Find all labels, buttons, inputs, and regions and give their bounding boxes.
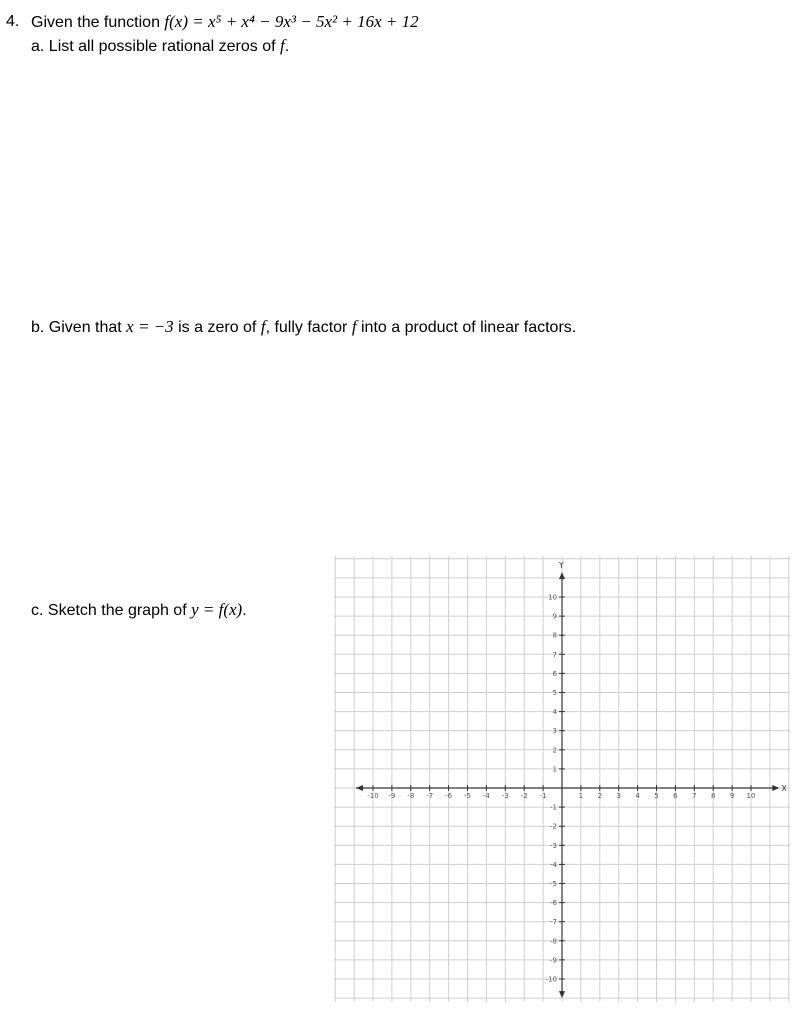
x-tick-label: -7	[426, 792, 434, 800]
y-tick-label: 7	[552, 650, 557, 659]
part-b-middle-2: , fully factor	[265, 319, 352, 336]
y-tick-label: 6	[552, 669, 557, 678]
x-tick-label: 2	[597, 792, 603, 800]
part-c-suffix: .	[242, 602, 247, 619]
part-a-suffix: .	[284, 38, 290, 55]
y-axis-arrow-up	[559, 572, 565, 579]
part-b-function-var-1: f	[260, 317, 266, 336]
x-tick-label: 6	[673, 792, 678, 800]
y-tick-label: -1	[550, 803, 557, 812]
part-b-prompt	[31, 317, 576, 338]
part-b-zero-expression: x = −3	[126, 317, 174, 336]
y-axis-arrow-down	[559, 991, 565, 998]
part-b-suffix: into a product of linear factors.	[356, 319, 577, 336]
y-tick-label: 10	[548, 593, 557, 602]
y-tick-label: -6	[550, 899, 557, 908]
x-tick-label: 10	[746, 792, 756, 800]
function-expression: f(x) = x⁵ + x⁴ − 9x³ − 5x² + 16x + 12	[164, 12, 419, 31]
y-tick-label: -7	[550, 918, 557, 927]
question-stem-text: Given the function	[31, 14, 165, 31]
x-tick-label: 5	[654, 792, 659, 800]
x-axis-label: X	[781, 784, 787, 793]
y-tick-label: -4	[550, 860, 557, 869]
y-tick-label: -9	[550, 956, 557, 965]
x-tick-label: -2	[520, 792, 528, 800]
part-a-function-var: f	[280, 36, 285, 55]
part-b-text: b. Given that	[31, 319, 127, 336]
x-tick-label: 7	[692, 792, 697, 800]
x-tick-label: -3	[501, 792, 509, 800]
x-tick-label: 8	[710, 792, 716, 800]
x-axis-arrow-left	[356, 785, 363, 791]
part-b-function-var-2: f	[351, 317, 357, 336]
x-tick-label: -5	[464, 792, 471, 800]
y-tick-label: -8	[550, 937, 557, 946]
y-tick-label: 4	[552, 708, 557, 717]
x-axis-arrow-right	[772, 785, 779, 791]
question-number: 4.	[6, 13, 20, 30]
y-tick-label: 3	[552, 727, 557, 736]
y-tick-label: 8	[552, 631, 557, 640]
y-tick-label: -3	[550, 841, 557, 850]
y-axis-label: Y	[559, 561, 564, 571]
part-c-text: c. Sketch the graph of	[31, 602, 192, 619]
y-tick-label: 9	[552, 612, 557, 621]
x-tick-label: -6	[445, 792, 453, 800]
x-tick-label: 9	[729, 792, 735, 800]
x-tick-label: -1	[539, 792, 547, 800]
y-tick-label: -5	[550, 880, 557, 888]
part-b-middle-1: is a zero of	[173, 319, 261, 336]
y-tick-label: 5	[552, 689, 557, 697]
y-tick-label: -10	[545, 975, 557, 984]
part-c-prompt	[31, 600, 247, 621]
x-tick-label: -9	[388, 792, 396, 800]
y-tick-label: -2	[550, 822, 557, 831]
x-tick-label: -10	[367, 792, 379, 800]
y-tick-label: 2	[552, 746, 557, 755]
x-tick-label: -4	[482, 792, 490, 800]
question-stem	[31, 12, 419, 33]
x-tick-label: 3	[616, 792, 621, 800]
part-a-prompt	[31, 36, 289, 57]
x-tick-label: -8	[407, 792, 415, 800]
y-tick-label: 1	[552, 765, 557, 774]
coordinate-grid[interactable]	[334, 556, 790, 1002]
x-tick-label: 1	[578, 792, 584, 800]
coordinate-grid-svg[interactable]	[334, 556, 790, 1002]
part-c-expression: y = f(x)	[191, 600, 243, 619]
part-a-text: a. List all possible rational zeros of	[31, 38, 281, 55]
x-tick-label: 4	[635, 792, 640, 800]
